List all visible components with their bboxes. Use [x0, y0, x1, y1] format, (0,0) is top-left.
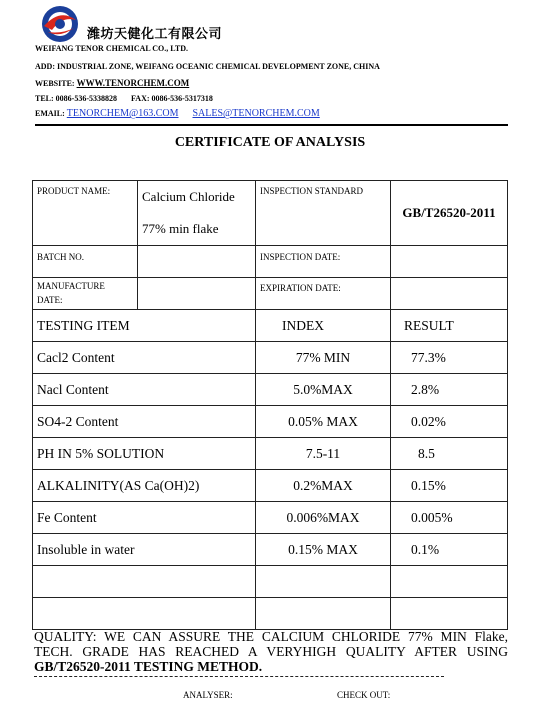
result-value: 0.005% [391, 502, 508, 534]
quality-standard: GB/T26520-2011 TESTING METHOD. [34, 659, 263, 674]
fax-value: 0086-536-5317318 [151, 94, 213, 103]
result-row [33, 406, 508, 438]
batch-value [138, 246, 256, 278]
header-testing-item: TESTING ITEM [33, 310, 256, 342]
expiration-label: EXPIRATION DATE: [256, 278, 391, 310]
result-row [33, 534, 508, 566]
address-text: INDUSTRIAL ZONE, WEIFANG OCEANIC CHEMICAL DEVELOPMENT ZONE, CHINA [57, 62, 380, 71]
email-link-1[interactable]: TENORCHEM@163.COM [66, 108, 179, 119]
email-link-2[interactable]: SALES@TENORCHEM.COM [192, 108, 320, 119]
result-item [33, 566, 256, 598]
quality-text: QUALITY: WE CAN ASSURE THE CALCIUM CHLORIDE 77% MIN Flake, TECH. GRADE HAS REACHED A VERYHIGH QUALITY AFTER USING [34, 629, 508, 659]
address-line [35, 62, 380, 71]
product-row [33, 181, 508, 246]
result-index: 0.2%MAX [256, 470, 391, 502]
result-item: PH IN 5% SOLUTION [33, 438, 256, 470]
analyser-label: ANALYSER: [183, 690, 233, 700]
manufacture-row [33, 278, 508, 310]
header-result: RESULT [391, 310, 508, 342]
company-logo [40, 4, 80, 44]
website-line [35, 78, 189, 88]
result-value: 0.15% [391, 470, 508, 502]
header-index: INDEX [256, 310, 391, 342]
result-index: 0.05% MAX [256, 406, 391, 438]
result-value: 2.8% [391, 374, 508, 406]
result-row-empty [33, 566, 508, 598]
inspection-date-value [391, 246, 508, 278]
batch-row [33, 246, 508, 278]
document-title: CERTIFICATE OF ANALYSIS [174, 135, 366, 150]
result-item: Nacl Content [33, 374, 256, 406]
result-item [33, 598, 256, 630]
check-out-label: CHECK OUT: [337, 690, 391, 700]
inspection-standard-value: GB/T26520-2011 [391, 181, 508, 246]
company-english-name: WEIFANG TENOR CHEMICAL CO., LTD. [35, 44, 188, 53]
result-value: 0.1% [391, 534, 508, 566]
product-name-line2: 77% min flake [142, 221, 219, 236]
product-name-value [138, 181, 256, 246]
inspection-date-label: INSPECTION DATE: [256, 246, 391, 278]
manufacture-label [33, 278, 138, 310]
product-name-label: PRODUCT NAME: [33, 181, 138, 246]
result-row [33, 342, 508, 374]
tel-label: TEL: [35, 94, 54, 103]
product-name-line1: Calcium Chloride [142, 189, 235, 204]
analysis-table [32, 180, 508, 630]
result-value [391, 598, 508, 630]
result-item: ALKALINITY(AS Ca(OH)2) [33, 470, 256, 502]
website-label: WEBSITE: [35, 79, 75, 88]
result-row [33, 502, 508, 534]
email-line [35, 108, 320, 119]
website-link[interactable]: WWW.TENORCHEM.COM [76, 78, 190, 88]
tel-value: 0086-536-5338828 [55, 94, 117, 103]
manufacture-label-line2: DATE: [37, 295, 63, 305]
result-row [33, 470, 508, 502]
quality-statement [34, 629, 508, 674]
phone-line [35, 94, 213, 103]
result-item: Insoluble in water [33, 534, 256, 566]
result-index: 77% MIN [256, 342, 391, 374]
inspection-standard-label: INSPECTION STANDARD [256, 181, 391, 246]
expiration-value [391, 278, 508, 310]
result-value: 0.02% [391, 406, 508, 438]
result-index [256, 598, 391, 630]
result-value: 8.5 [391, 438, 508, 470]
batch-label: BATCH NO. [33, 246, 138, 278]
result-index [256, 566, 391, 598]
result-item: Fe Content [33, 502, 256, 534]
result-value: 77.3% [391, 342, 508, 374]
header-rule [35, 124, 508, 126]
dashed-divider [34, 676, 444, 677]
email-label: EMAIL: [35, 109, 65, 118]
result-index: 0.15% MAX [256, 534, 391, 566]
result-row [33, 438, 508, 470]
company-chinese-name: 潍坊天健化工有限公司 [87, 27, 223, 42]
result-item: SO4-2 Content [33, 406, 256, 438]
result-row-empty [33, 598, 508, 630]
manufacture-label-line1: MANUFACTURE [37, 281, 105, 291]
manufacture-value [138, 278, 256, 310]
result-item: Cacl2 Content [33, 342, 256, 374]
result-index: 7.5-11 [256, 438, 391, 470]
result-value [391, 566, 508, 598]
fax-label: FAX: [131, 94, 150, 103]
results-header-row [33, 310, 508, 342]
result-index: 5.0%MAX [256, 374, 391, 406]
result-index: 0.006%MAX [256, 502, 391, 534]
address-label: ADD: [35, 62, 55, 71]
result-row [33, 374, 508, 406]
